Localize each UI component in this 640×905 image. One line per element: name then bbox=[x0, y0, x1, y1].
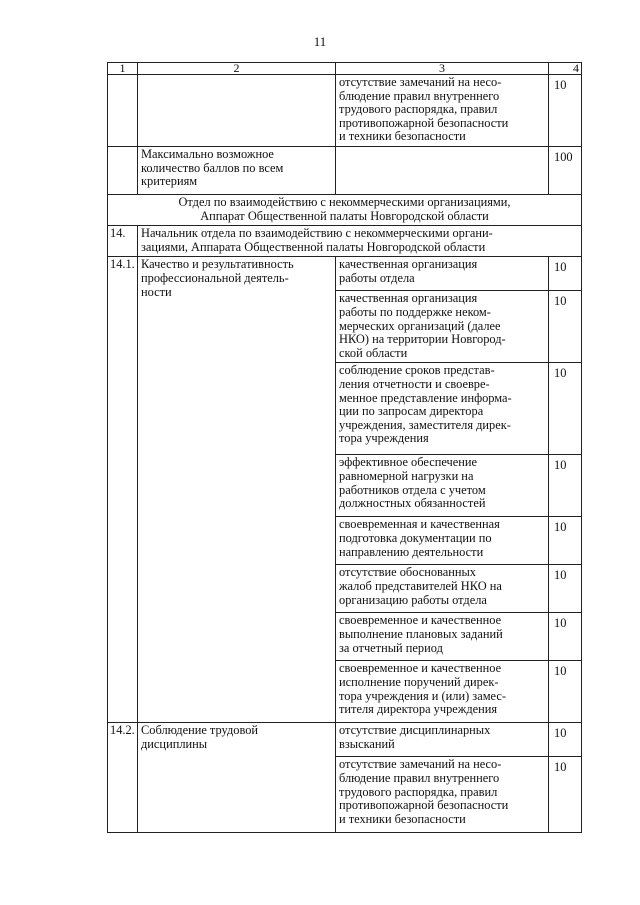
points-cell: 10 bbox=[549, 757, 582, 833]
criterion-row bbox=[108, 723, 582, 757]
position-title: Начальник отдела по взаимодействию с некоммерческими органи- зациями, Аппарата Общественной палаты Новгородской области bbox=[138, 226, 582, 257]
criterion-cell: качественная организация работы по поддержке неком- мерческих организаций (далее НКО) на территории Новгород- ской области bbox=[336, 291, 549, 363]
criterion-cell: своевременная и качественная подготовка документации по направлению деятельности bbox=[336, 517, 549, 565]
criterion-cell: качественная организация работы отдела bbox=[336, 257, 549, 291]
criterion-cell: отсутствие дисциплинарных взысканий bbox=[336, 723, 549, 757]
criterion-row bbox=[108, 257, 582, 291]
criterion-cell: своевременное и качественное исполнение поручений дирек- тора учреждения и (или) замес- тителя директора учреждения bbox=[336, 661, 549, 723]
table-row bbox=[108, 147, 582, 195]
points-cell: 10 bbox=[549, 565, 582, 613]
criterion-cell: эффективное обеспечение равномерной нагрузки на работников отдела с учетом должностных обязанностей bbox=[336, 455, 549, 517]
indicator-name-cell bbox=[138, 75, 336, 147]
column-number-3: 3 bbox=[336, 63, 549, 75]
column-number-2: 2 bbox=[138, 63, 336, 75]
points-cell: 10 bbox=[549, 257, 582, 291]
criterion-cell bbox=[336, 147, 549, 195]
criterion-cell: соблюдение сроков представ- ления отчетности и своевре- менное представление информа- ции по запросам директора учреждения, заместителя дирек- тора учреждения bbox=[336, 363, 549, 455]
points-cell: 10 bbox=[549, 291, 582, 363]
position-row bbox=[108, 226, 582, 257]
points-cell: 10 bbox=[549, 723, 582, 757]
section-title: Отдел по взаимодействию с некоммерческими организациями, Аппарат Общественной палаты Новгородской области bbox=[108, 195, 582, 226]
section-title-row bbox=[108, 195, 582, 226]
points-cell: 10 bbox=[549, 75, 582, 147]
column-number-1: 1 bbox=[108, 63, 138, 75]
criterion-cell: отсутствие замечаний на несо- блюдение правил внутреннего трудового распорядка, правил противопожарной безопасности и техники безопасности bbox=[336, 757, 549, 833]
indicator-number-cell: 14.2. bbox=[108, 723, 138, 833]
table-row bbox=[108, 75, 582, 147]
indicator-name-cell: Максимально возможное количество баллов по всем критериям bbox=[138, 147, 336, 195]
page-number: 11 bbox=[313, 34, 327, 49]
criterion-cell: своевременное и качественное выполнение плановых заданий за отчетный период bbox=[336, 613, 549, 661]
position-number: 14. bbox=[108, 226, 138, 257]
indicator-name-cell: Качество и результативность профессиональной деятель- ности bbox=[138, 257, 336, 723]
column-number-4: 4 bbox=[549, 63, 582, 75]
indicator-number-cell: 14.1. bbox=[108, 257, 138, 723]
points-cell: 10 bbox=[549, 517, 582, 565]
criterion-cell: отсутствие обоснованных жалоб представителей НКО на организацию работы отдела bbox=[336, 565, 549, 613]
points-cell: 10 bbox=[549, 455, 582, 517]
points-cell: 10 bbox=[549, 613, 582, 661]
criterion-cell: отсутствие замечаний на несо- блюдение правил внутреннего трудового распорядка, правил противопожарной безопасности и техники безопасности bbox=[336, 75, 549, 147]
item-number-cell bbox=[108, 147, 138, 195]
points-cell: 100 bbox=[549, 147, 582, 195]
criteria-table bbox=[107, 62, 582, 833]
indicator-name-cell: Соблюдение трудовой дисциплины bbox=[138, 723, 336, 833]
column-number-row bbox=[108, 63, 582, 75]
item-number-cell bbox=[108, 75, 138, 147]
points-cell: 10 bbox=[549, 661, 582, 723]
points-cell: 10 bbox=[549, 363, 582, 455]
